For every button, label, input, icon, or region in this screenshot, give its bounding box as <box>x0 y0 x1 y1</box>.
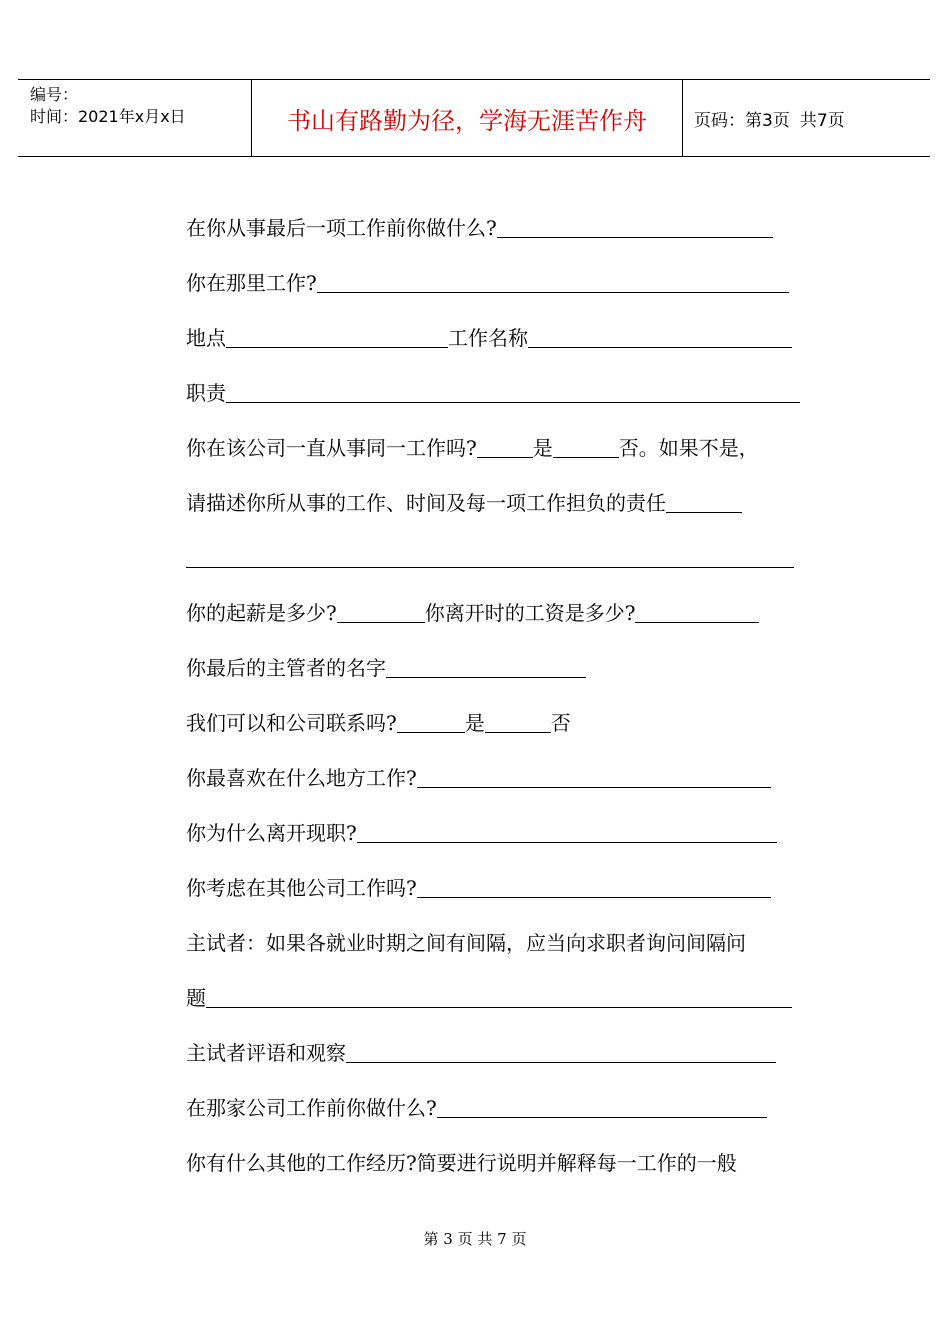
answer-blank[interactable] <box>357 842 777 843</box>
question-line <box>186 706 571 740</box>
question-text: 在你从事最后一项工作前你做什么? <box>186 216 497 240</box>
question-text: 工作名称 <box>448 326 528 350</box>
question-line <box>186 926 746 960</box>
question-text: 你在该公司一直从事同一工作吗? <box>186 436 477 460</box>
answer-blank[interactable] <box>397 732 465 733</box>
header-divider <box>682 80 683 156</box>
question-text: 否。如果不是， <box>618 436 759 460</box>
question-line <box>186 816 777 850</box>
answer-blank[interactable] <box>477 457 533 458</box>
question-line <box>186 651 586 685</box>
question-text: 你的起薪是多少? <box>186 601 337 625</box>
question-text: 是 <box>532 436 553 460</box>
answer-blank[interactable] <box>186 567 794 568</box>
answer-blank[interactable] <box>417 897 771 898</box>
answer-blank[interactable] <box>417 787 771 788</box>
question-text: 否 <box>550 711 571 735</box>
page-total-label: 共7页 <box>799 110 845 131</box>
answer-blank[interactable] <box>485 732 551 733</box>
question-line <box>186 1036 776 1070</box>
question-text: 职责 <box>186 381 226 405</box>
question-text: 我们可以和公司联系吗? <box>186 711 397 735</box>
question-text: 地点 <box>186 326 226 350</box>
answer-blank[interactable] <box>226 347 448 348</box>
question-line <box>186 376 800 410</box>
answer-blank[interactable] <box>635 622 759 623</box>
question-line <box>186 1146 737 1180</box>
question-text: 你最喜欢在什么地方工作? <box>186 766 417 790</box>
question-line <box>186 321 792 355</box>
answer-blank[interactable] <box>337 622 425 623</box>
question-text: 题 <box>186 986 206 1010</box>
answer-blank[interactable] <box>317 292 789 293</box>
question-text: 你离开时的工资是多少? <box>424 601 636 625</box>
question-text: 你在那里工作? <box>186 271 317 295</box>
page-header <box>18 79 930 157</box>
question-line <box>186 486 742 520</box>
page-footer: 第 3 页 共 7 页 <box>423 1230 527 1248</box>
question-text: 你有什么其他的工作经历?简要进行说明并解释每一工作的一般 <box>186 1151 737 1175</box>
question-line <box>186 541 794 575</box>
question-text: 是 <box>464 711 485 735</box>
question-text: 主试者：如果各就业时期之间有间隔，应当向求职者询问间隔问 <box>186 931 746 955</box>
question-text: 你考虑在其他公司工作吗? <box>186 876 417 900</box>
question-line <box>186 761 771 795</box>
page-number-label: 页码：第3页 <box>694 110 790 131</box>
question-line <box>186 211 773 245</box>
question-line <box>186 871 771 905</box>
answer-blank[interactable] <box>528 347 792 348</box>
question-text: 主试者评语和观察 <box>186 1041 346 1065</box>
question-text: 你最后的主管者的名字 <box>186 656 386 680</box>
answer-blank[interactable] <box>226 402 800 403</box>
question-line <box>186 1091 767 1125</box>
question-line <box>186 266 789 300</box>
answer-blank[interactable] <box>437 1117 767 1118</box>
question-line <box>186 431 759 465</box>
answer-blank[interactable] <box>666 512 742 513</box>
answer-blank[interactable] <box>497 237 773 238</box>
header-page-info <box>694 80 845 156</box>
document-number-label: 编号： <box>30 85 79 104</box>
question-line <box>186 596 759 630</box>
answer-blank[interactable] <box>206 1007 792 1008</box>
answer-blank[interactable] <box>346 1062 776 1063</box>
document-date-label: 时间：2021年x月x日 <box>30 107 186 126</box>
header-motto: 书山有路勤为径，学海无涯苦作舟 <box>287 106 647 135</box>
answer-blank[interactable] <box>553 457 619 458</box>
question-text: 请描述你所从事的工作、时间及每一项工作担负的责任 <box>186 491 666 515</box>
question-text: 你为什么离开现职? <box>186 821 357 845</box>
question-line <box>186 981 792 1015</box>
header-info <box>30 84 186 128</box>
question-text: 在那家公司工作前你做什么? <box>186 1096 437 1120</box>
answer-blank[interactable] <box>386 677 586 678</box>
